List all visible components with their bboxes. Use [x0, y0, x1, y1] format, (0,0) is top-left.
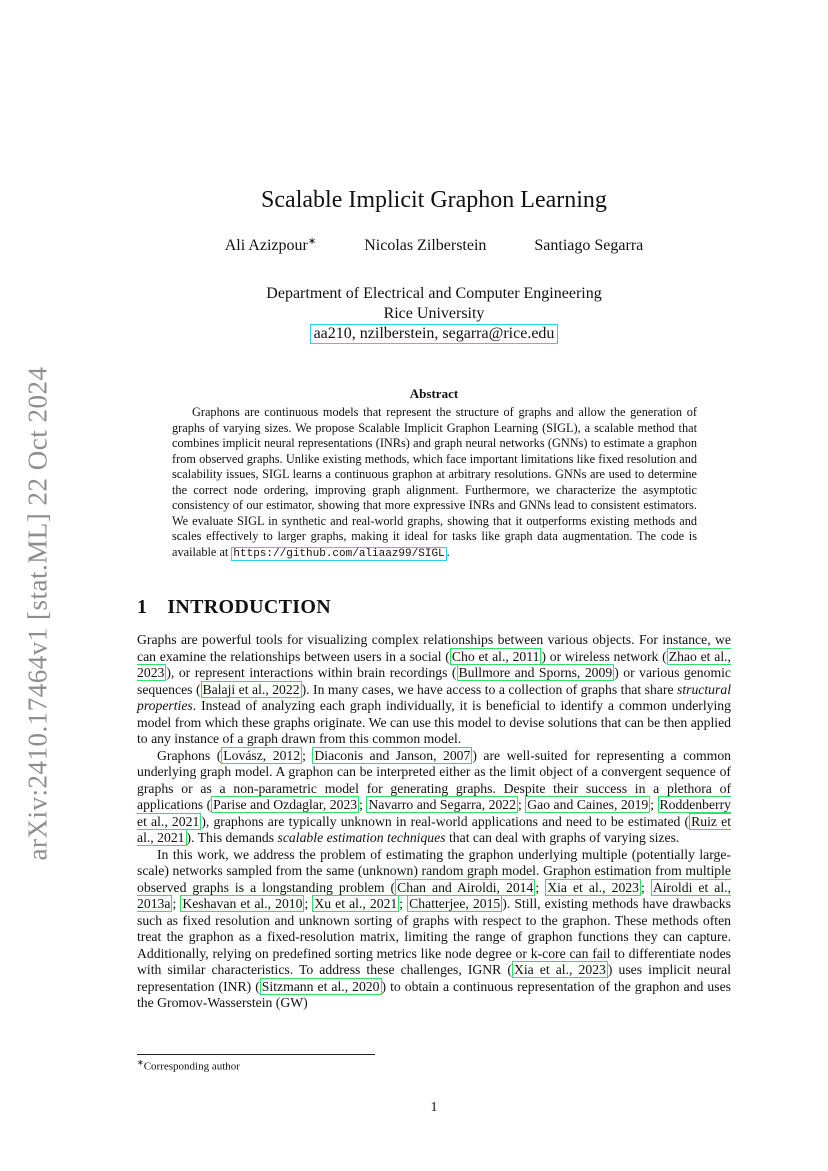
author-name: Ali Azizpour: [224, 237, 308, 255]
text-run: ). This demands: [186, 830, 278, 845]
text-run: In this work, we address the problem of estimating the graphon underlying multiple (potentially large-scale) networks sampled from the same (unknown) random graph model. Graphon estimation from multiple observed graphs is a longstanding problem (: [137, 846, 731, 895]
citation-link[interactable]: Ruiz et al., 2021: [137, 813, 732, 845]
citation-link[interactable]: Chatterjee, 2015: [409, 896, 501, 911]
arxiv-identifier-stamp: arXiv:2410.17464v1 [stat.ML] 22 Oct 2024: [22, 366, 53, 861]
abstract-end: .: [446, 544, 450, 559]
paragraph: [137, 748, 731, 847]
citation-link[interactable]: Cho et al., 2011: [451, 648, 540, 664]
text-run: ) are well-suited for representing a common underlying graph model. A graphon can be interpreted either as the limit object of a convergent sequence of graphs or as a non-parametric model for generating graphs. Despite their success in a plethora of applications (: [137, 747, 732, 812]
text-run: ;: [399, 896, 408, 911]
introduction-body: [137, 632, 731, 1012]
citation-link[interactable]: Keshavan et al., 2010: [182, 896, 303, 911]
footnote: [137, 1058, 537, 1073]
text-run: ). Still, existing methods have drawbacks such as fixed resolution and unknown sorting of graphs with respect to the graphon. These methods often treat the graphon as a fixed-resolution matrix, limiting the range of graphon functions they can capture. Additionally, relying on predefined sorting metrics like node degree or k-core can fail to differentiate nodes with similar characteristics. To address these challenges, IGNR (: [137, 896, 731, 977]
emphasized-text: scalable estimation techniques: [277, 830, 446, 845]
paragraph: [137, 847, 731, 1012]
author-1: [225, 236, 316, 255]
text-run: ;: [172, 896, 181, 911]
text-run: ;: [641, 879, 651, 895]
author-2: [364, 237, 486, 255]
abstract-text: Graphons are continuous models that represent the structure of graphs and allow the generation of graphs of varying sizes. We propose Scalable Implicit Graphon Learning (SIGL), a scalable method that combines implicit neural representations (INRs) and graph neural networks (GNNs) to estimate a graphon from observed graphs. Unlike existing methods, which face important limitations like fixed resolution and scalability issues, SIGL learns a continuous graphon at arbitrary resolutions. GNNs are used to determine the correct node ordering, improving graph alignment. Furthermore, we characterize the asymptotic consistency of our estimator, showing that more expressive INRs and GNNs lead to consistent estimators. We evaluate SIGL in synthetic and real-world graphs, showing that it outperforms existing methods and scales effectively to larger graphs, making it ideal for tasks like graph data augmentation. The code is available at: [172, 405, 697, 559]
code-url-link[interactable]: https://github.com/aliaaz99/SIGL: [233, 547, 445, 560]
citation-link[interactable]: Navarro and Segarra, 2022: [368, 797, 516, 812]
author-3: [534, 237, 643, 255]
text-run: ) uses implicit neural representation (INR) (: [137, 962, 731, 994]
section-number: 1: [137, 596, 148, 618]
emphasized-text: structural properties: [137, 681, 731, 713]
citation-link[interactable]: Balaji et al., 2022: [202, 681, 300, 697]
citation-link[interactable]: Roddenberry et al., 2021: [137, 797, 731, 829]
page-number: 1: [430, 1100, 438, 1115]
text-run: ) or various genomic sequences (: [137, 665, 731, 697]
section-heading: [137, 596, 331, 619]
paper-title: Scalable Implicit Graphon Learning: [261, 187, 607, 213]
text-run: ;: [535, 879, 546, 895]
citation-link[interactable]: Chan and Airoldi, 2014: [397, 879, 534, 895]
email-link[interactable]: aa210, nzilberstein, segarra@rice.edu: [310, 324, 559, 344]
paragraph: [137, 632, 731, 748]
footnote-text: Corresponding author: [143, 1060, 240, 1073]
text-run: ;: [304, 896, 313, 911]
citation-link[interactable]: Parise and Ozdaglar, 2023: [213, 797, 358, 812]
text-run: Graphs are powerful tools for visualizing complex relationships between various objects. For instance, we can examine the relationships between users in a social (: [137, 632, 731, 664]
affiliation: [0, 284, 828, 344]
footnote-rule: [137, 1054, 375, 1055]
citation-link[interactable]: Sitzmann et al., 2020: [261, 978, 380, 994]
footnote-mark: ∗: [137, 1058, 144, 1067]
citation-link[interactable]: Diaconis and Janson, 2007: [314, 747, 471, 763]
citation-link[interactable]: Lovász, 2012: [223, 747, 301, 763]
citation-link[interactable]: Airoldi et al., 2013a: [137, 879, 731, 911]
text-run: ;: [518, 797, 526, 812]
text-run: ;: [302, 747, 313, 763]
university: Rice University: [383, 305, 485, 322]
abstract-body: [172, 405, 697, 562]
citation-link[interactable]: Gao and Caines, 2019: [527, 797, 649, 812]
abstract-heading: Abstract: [409, 386, 459, 401]
text-run: . Instead of analyzing each graph individually, it is beneficial to identify a common underlying model from which these graphs originate. We can use this model to devise solutions that can be then applied to any instance of a graph drawn from this common model.: [137, 698, 731, 746]
author-name: Nicolas Zilberstein: [364, 237, 487, 255]
citation-link[interactable]: Xia et al., 2023: [513, 962, 606, 977]
text-run: ), or represent interactions within brain recordings (: [166, 665, 457, 680]
text-run: ) to obtain a continuous representation of the graphon and uses the Gromov-Wasserstein (GW): [137, 978, 731, 1010]
text-run: ;: [359, 797, 367, 812]
text-run: ) or wireless network (: [541, 648, 667, 664]
citation-link[interactable]: Bullmore and Sporns, 2009: [458, 665, 613, 680]
text-run: ;: [650, 797, 658, 812]
text-run: ). In many cases, we have access to a collection of graphs that share: [301, 681, 677, 697]
author-name: Santiago Segarra: [534, 237, 644, 255]
citation-link[interactable]: Xu et al., 2021: [314, 896, 398, 911]
department: Department of Electrical and Computer Engineering: [266, 285, 602, 302]
section-title: INTRODUCTION: [167, 596, 331, 618]
text-run: Graphons (: [157, 747, 222, 763]
author-list: [0, 236, 828, 255]
text-run: ), graphons are typically unknown in real-world applications and need to be estimated (: [201, 813, 690, 829]
text-run: that can deal with graphs of varying sizes.: [445, 830, 680, 845]
corresponding-author-mark: ∗: [307, 236, 317, 247]
citation-link[interactable]: Xia et al., 2023: [547, 879, 639, 895]
citation-link[interactable]: Zhao et al., 2023: [137, 648, 731, 680]
